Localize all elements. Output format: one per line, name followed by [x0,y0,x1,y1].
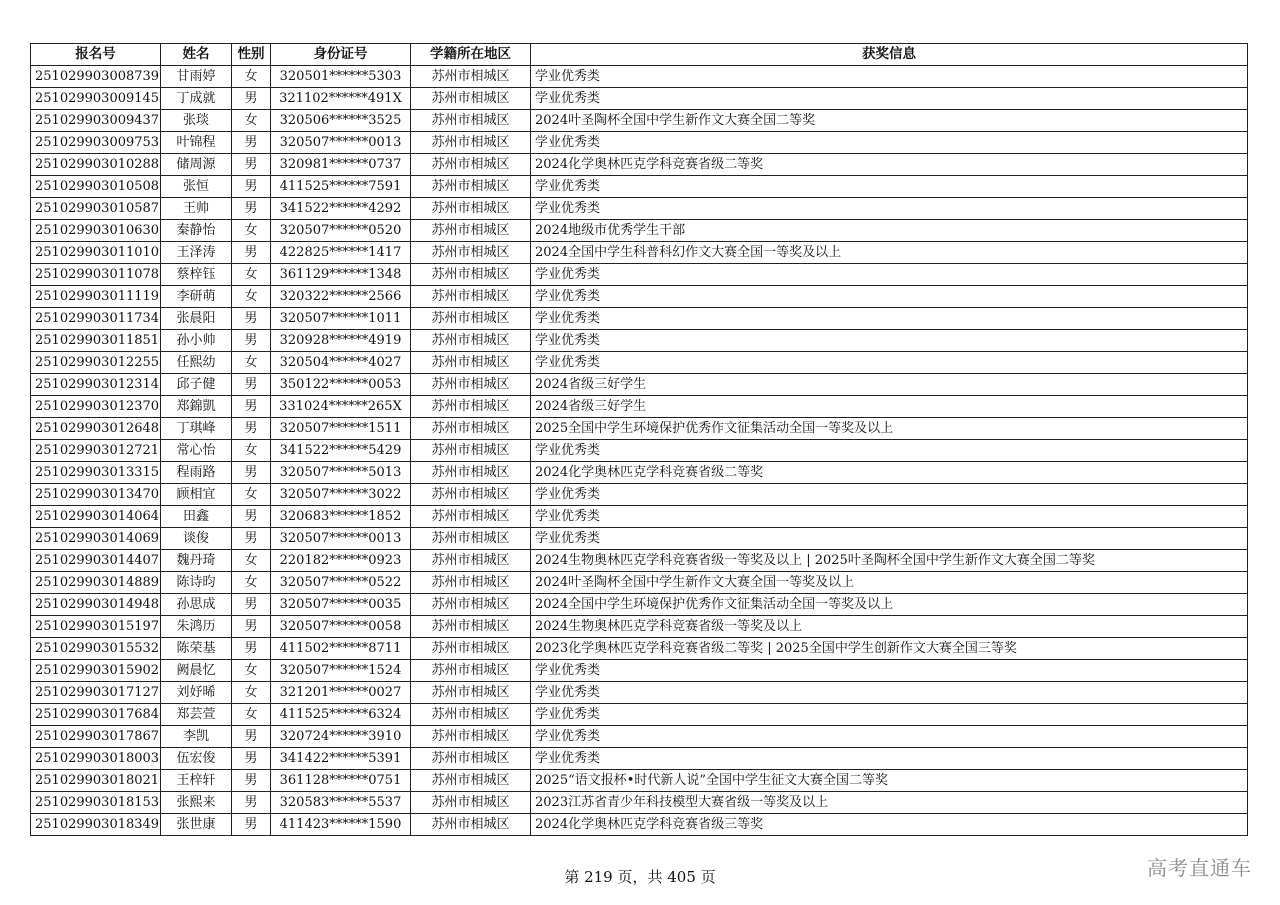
table-row [31,682,1248,704]
cell-registration-no: 251029903009753 [31,132,161,154]
cell-registration-no: 251029903014889 [31,572,161,594]
table-row [31,352,1248,374]
cell-id-number: 320683******1852 [271,506,411,528]
cell-gender: 男 [232,770,271,792]
cell-registration-no: 251029903011119 [31,286,161,308]
cell-name: 张恒 [161,176,232,198]
cell-award-info: 学业优秀类 [531,726,1248,748]
cell-id-number: 320583******5537 [271,792,411,814]
cell-registration-no: 251029903012370 [31,396,161,418]
cell-region: 苏州市相城区 [411,286,531,308]
cell-region: 苏州市相城区 [411,594,531,616]
cell-registration-no: 251029903014407 [31,550,161,572]
cell-award-info: 学业优秀类 [531,748,1248,770]
cell-registration-no: 251029903018021 [31,770,161,792]
cell-region: 苏州市相城区 [411,352,531,374]
header-award-info: 获奖信息 [531,44,1248,66]
cell-gender: 男 [232,506,271,528]
table-row [31,528,1248,550]
table-row [31,242,1248,264]
cell-award-info: 2024全国中学生环境保护优秀作文征集活动全国一等奖及以上 [531,594,1248,616]
cell-gender: 男 [232,198,271,220]
cell-region: 苏州市相城区 [411,396,531,418]
cell-award-info: 学业优秀类 [531,682,1248,704]
cell-gender: 男 [232,242,271,264]
cell-name: 储周源 [161,154,232,176]
cell-gender: 女 [232,110,271,132]
cell-region: 苏州市相城区 [411,682,531,704]
table-row [31,594,1248,616]
cell-award-info: 学业优秀类 [531,198,1248,220]
cell-id-number: 320507******0013 [271,528,411,550]
cell-registration-no: 251029903010288 [31,154,161,176]
cell-registration-no: 251029903011010 [31,242,161,264]
cell-registration-no: 251029903010508 [31,176,161,198]
table-row [31,220,1248,242]
cell-region: 苏州市相城区 [411,264,531,286]
cell-region: 苏州市相城区 [411,528,531,550]
cell-award-info: 学业优秀类 [531,66,1248,88]
roster-table [30,43,1248,836]
cell-gender: 男 [232,396,271,418]
cell-name: 刘妤晞 [161,682,232,704]
cell-region: 苏州市相城区 [411,550,531,572]
cell-region: 苏州市相城区 [411,176,531,198]
cell-registration-no: 251029903009437 [31,110,161,132]
cell-registration-no: 251029903012648 [31,418,161,440]
table-row [31,792,1248,814]
cell-registration-no: 251029903010630 [31,220,161,242]
table-row [31,550,1248,572]
cell-region: 苏州市相城区 [411,704,531,726]
header-row [31,44,1248,66]
cell-region: 苏州市相城区 [411,308,531,330]
table-row [31,726,1248,748]
cell-id-number: 320981******0737 [271,154,411,176]
cell-registration-no: 251029903013315 [31,462,161,484]
cell-award-info: 学业优秀类 [531,308,1248,330]
cell-registration-no: 251029903015197 [31,616,161,638]
cell-gender: 男 [232,330,271,352]
table-row [31,704,1248,726]
cell-id-number: 361128******0751 [271,770,411,792]
cell-registration-no: 251029903014948 [31,594,161,616]
cell-registration-no: 251029903012721 [31,440,161,462]
cell-award-info: 2024全国中学生科普科幻作文大赛全国一等奖及以上 [531,242,1248,264]
cell-registration-no: 251029903014064 [31,506,161,528]
cell-id-number: 411423******1590 [271,814,411,836]
cell-name: 郑芸萱 [161,704,232,726]
cell-region: 苏州市相城区 [411,88,531,110]
cell-id-number: 411525******7591 [271,176,411,198]
table-row [31,660,1248,682]
cell-registration-no: 251029903018349 [31,814,161,836]
cell-gender: 女 [232,682,271,704]
cell-region: 苏州市相城区 [411,154,531,176]
cell-registration-no: 251029903015532 [31,638,161,660]
cell-id-number: 320507******3022 [271,484,411,506]
roster-sheet [30,43,1248,836]
cell-name: 顾相宜 [161,484,232,506]
cell-name: 李研萌 [161,286,232,308]
cell-region: 苏州市相城区 [411,792,531,814]
cell-id-number: 320507******0520 [271,220,411,242]
cell-award-info: 学业优秀类 [531,286,1248,308]
cell-region: 苏州市相城区 [411,660,531,682]
cell-region: 苏州市相城区 [411,418,531,440]
cell-name: 常心怡 [161,440,232,462]
cell-name: 田鑫 [161,506,232,528]
cell-registration-no: 251029903013470 [31,484,161,506]
cell-gender: 女 [232,660,271,682]
cell-gender: 男 [232,418,271,440]
cell-region: 苏州市相城区 [411,748,531,770]
cell-name: 朱鸿历 [161,616,232,638]
table-row [31,286,1248,308]
cell-gender: 男 [232,462,271,484]
cell-registration-no: 251029903017684 [31,704,161,726]
cell-award-info: 学业优秀类 [531,88,1248,110]
cell-registration-no: 251029903011851 [31,330,161,352]
cell-award-info: 2024叶圣陶杯全国中学生新作文大赛全国一等奖及以上 [531,572,1248,594]
table-row [31,88,1248,110]
cell-registration-no: 251029903018003 [31,748,161,770]
cell-award-info: 学业优秀类 [531,440,1248,462]
cell-name: 甘雨婷 [161,66,232,88]
cell-region: 苏州市相城区 [411,572,531,594]
cell-gender: 男 [232,638,271,660]
cell-region: 苏州市相城区 [411,638,531,660]
header-registration-no: 报名号 [31,44,161,66]
table-row [31,616,1248,638]
page-number: 第 219 页，共 405 页 [564,868,716,886]
cell-id-number: 361129******1348 [271,264,411,286]
cell-award-info: 2023化学奥林匹克学科竞赛省级二等奖 | 2025全国中学生创新作文大赛全国三等奖 [531,638,1248,660]
cell-region: 苏州市相城区 [411,506,531,528]
cell-id-number: 320507******5013 [271,462,411,484]
cell-region: 苏州市相城区 [411,814,531,836]
cell-name: 孙小帅 [161,330,232,352]
cell-name: 王泽涛 [161,242,232,264]
cell-gender: 女 [232,66,271,88]
table-row [31,440,1248,462]
cell-name: 丁琪峰 [161,418,232,440]
cell-gender: 男 [232,748,271,770]
table-row [31,110,1248,132]
table-row [31,484,1248,506]
cell-registration-no: 251029903011734 [31,308,161,330]
table-row [31,814,1248,836]
cell-name: 魏丹琦 [161,550,232,572]
cell-id-number: 320507******0058 [271,616,411,638]
cell-id-number: 320507******1524 [271,660,411,682]
cell-award-info: 学业优秀类 [531,264,1248,286]
table-row [31,374,1248,396]
cell-id-number: 411525******6324 [271,704,411,726]
cell-id-number: 220182******0923 [271,550,411,572]
cell-gender: 男 [232,528,271,550]
cell-id-number: 320501******5303 [271,66,411,88]
watermark-logo-text: 高考直通车 [1147,856,1252,880]
cell-name: 郑錦凱 [161,396,232,418]
header-gender: 性别 [232,44,271,66]
cell-award-info: 2024叶圣陶杯全国中学生新作文大赛全国二等奖 [531,110,1248,132]
cell-region: 苏州市相城区 [411,484,531,506]
cell-registration-no: 251029903011078 [31,264,161,286]
cell-gender: 男 [232,814,271,836]
cell-id-number: 320507******0522 [271,572,411,594]
cell-name: 阙晨忆 [161,660,232,682]
cell-gender: 男 [232,726,271,748]
cell-name: 张琰 [161,110,232,132]
cell-gender: 男 [232,154,271,176]
cell-id-number: 320507******1011 [271,308,411,330]
cell-region: 苏州市相城区 [411,220,531,242]
cell-gender: 男 [232,616,271,638]
cell-id-number: 320504******4027 [271,352,411,374]
cell-id-number: 411502******8711 [271,638,411,660]
cell-registration-no: 251029903012314 [31,374,161,396]
table-body [31,66,1248,836]
cell-id-number: 350122******0053 [271,374,411,396]
cell-name: 蔡梓钰 [161,264,232,286]
cell-id-number: 320507******1511 [271,418,411,440]
cell-gender: 女 [232,264,271,286]
cell-gender: 男 [232,88,271,110]
cell-award-info: 学业优秀类 [531,330,1248,352]
cell-id-number: 422825******1417 [271,242,411,264]
cell-award-info: 学业优秀类 [531,528,1248,550]
cell-region: 苏州市相城区 [411,616,531,638]
cell-name: 张世康 [161,814,232,836]
cell-name: 陈荣基 [161,638,232,660]
cell-award-info: 学业优秀类 [531,660,1248,682]
table-row [31,330,1248,352]
cell-gender: 女 [232,440,271,462]
cell-gender: 男 [232,132,271,154]
table-row [31,132,1248,154]
cell-award-info: 学业优秀类 [531,132,1248,154]
cell-region: 苏州市相城区 [411,330,531,352]
cell-registration-no: 251029903012255 [31,352,161,374]
cell-name: 孙思成 [161,594,232,616]
cell-id-number: 341522******5429 [271,440,411,462]
cell-gender: 女 [232,704,271,726]
table-row [31,462,1248,484]
cell-id-number: 320724******3910 [271,726,411,748]
cell-award-info: 2024化学奥林匹克学科竞赛省级二等奖 [531,462,1248,484]
table-row [31,770,1248,792]
cell-award-info: 2025“语文报杯•时代新人说”全国中学生征文大赛全国二等奖 [531,770,1248,792]
cell-id-number: 320322******2566 [271,286,411,308]
cell-id-number: 341422******5391 [271,748,411,770]
cell-gender: 男 [232,792,271,814]
cell-name: 陈诗昀 [161,572,232,594]
cell-region: 苏州市相城区 [411,242,531,264]
cell-gender: 女 [232,550,271,572]
header-name: 姓名 [161,44,232,66]
cell-name: 丁成就 [161,88,232,110]
cell-gender: 男 [232,374,271,396]
header-region: 学籍所在地区 [411,44,531,66]
cell-region: 苏州市相城区 [411,462,531,484]
cell-award-info: 2024生物奥林匹克学科竞赛省级一等奖及以上 | 2025叶圣陶杯全国中学生新作文大赛全国二等奖 [531,550,1248,572]
cell-award-info: 学业优秀类 [531,506,1248,528]
cell-registration-no: 251029903009145 [31,88,161,110]
table-row [31,154,1248,176]
cell-registration-no: 251029903018153 [31,792,161,814]
cell-gender: 女 [232,484,271,506]
cell-award-info: 学业优秀类 [531,704,1248,726]
cell-award-info: 学业优秀类 [531,352,1248,374]
cell-id-number: 341522******4292 [271,198,411,220]
cell-registration-no: 251029903017127 [31,682,161,704]
cell-award-info: 2024省级三好学生 [531,374,1248,396]
cell-name: 程雨路 [161,462,232,484]
cell-award-info: 2024地级市优秀学生干部 [531,220,1248,242]
cell-id-number: 320507******0035 [271,594,411,616]
cell-award-info: 学业优秀类 [531,176,1248,198]
table-row [31,418,1248,440]
table-row [31,506,1248,528]
cell-name: 叶锦程 [161,132,232,154]
cell-id-number: 320928******4919 [271,330,411,352]
cell-region: 苏州市相城区 [411,374,531,396]
cell-registration-no: 251029903010587 [31,198,161,220]
cell-name: 李凯 [161,726,232,748]
cell-award-info: 2024化学奥林匹克学科竞赛省级三等奖 [531,814,1248,836]
cell-registration-no: 251029903008739 [31,66,161,88]
table-row [31,176,1248,198]
cell-region: 苏州市相城区 [411,770,531,792]
table-row [31,198,1248,220]
cell-region: 苏州市相城区 [411,726,531,748]
cell-registration-no: 251029903017867 [31,726,161,748]
cell-name: 秦静怡 [161,220,232,242]
cell-gender: 女 [232,352,271,374]
cell-award-info: 2025全国中学生环境保护优秀作文征集活动全国一等奖及以上 [531,418,1248,440]
cell-gender: 女 [232,220,271,242]
cell-gender: 女 [232,286,271,308]
cell-award-info: 2024省级三好学生 [531,396,1248,418]
table-header [31,44,1248,66]
cell-name: 任熙幼 [161,352,232,374]
table-row [31,308,1248,330]
cell-gender: 男 [232,308,271,330]
cell-registration-no: 251029903014069 [31,528,161,550]
cell-id-number: 331024******265X [271,396,411,418]
cell-name: 王梓轩 [161,770,232,792]
cell-gender: 男 [232,176,271,198]
cell-region: 苏州市相城区 [411,66,531,88]
cell-name: 谈俊 [161,528,232,550]
cell-award-info: 2024化学奥林匹克学科竞赛省级二等奖 [531,154,1248,176]
cell-registration-no: 251029903015902 [31,660,161,682]
table-row [31,748,1248,770]
cell-award-info: 2023江苏省青少年科技模型大赛省级一等奖及以上 [531,792,1248,814]
cell-region: 苏州市相城区 [411,110,531,132]
cell-name: 邱子健 [161,374,232,396]
cell-id-number: 320506******3525 [271,110,411,132]
cell-name: 王帅 [161,198,232,220]
cell-id-number: 321102******491X [271,88,411,110]
cell-award-info: 2024生物奥林匹克学科竞赛省级一等奖及以上 [531,616,1248,638]
cell-region: 苏州市相城区 [411,440,531,462]
header-id-number: 身份证号 [271,44,411,66]
table-row [31,396,1248,418]
table-row [31,638,1248,660]
cell-gender: 女 [232,572,271,594]
cell-award-info: 学业优秀类 [531,484,1248,506]
cell-region: 苏州市相城区 [411,198,531,220]
table-row [31,264,1248,286]
cell-name: 张熙来 [161,792,232,814]
cell-name: 张晨阳 [161,308,232,330]
cell-id-number: 321201******0027 [271,682,411,704]
table-row [31,572,1248,594]
cell-name: 伍宏俊 [161,748,232,770]
table-row [31,66,1248,88]
cell-gender: 男 [232,594,271,616]
cell-id-number: 320507******0013 [271,132,411,154]
cell-region: 苏州市相城区 [411,132,531,154]
